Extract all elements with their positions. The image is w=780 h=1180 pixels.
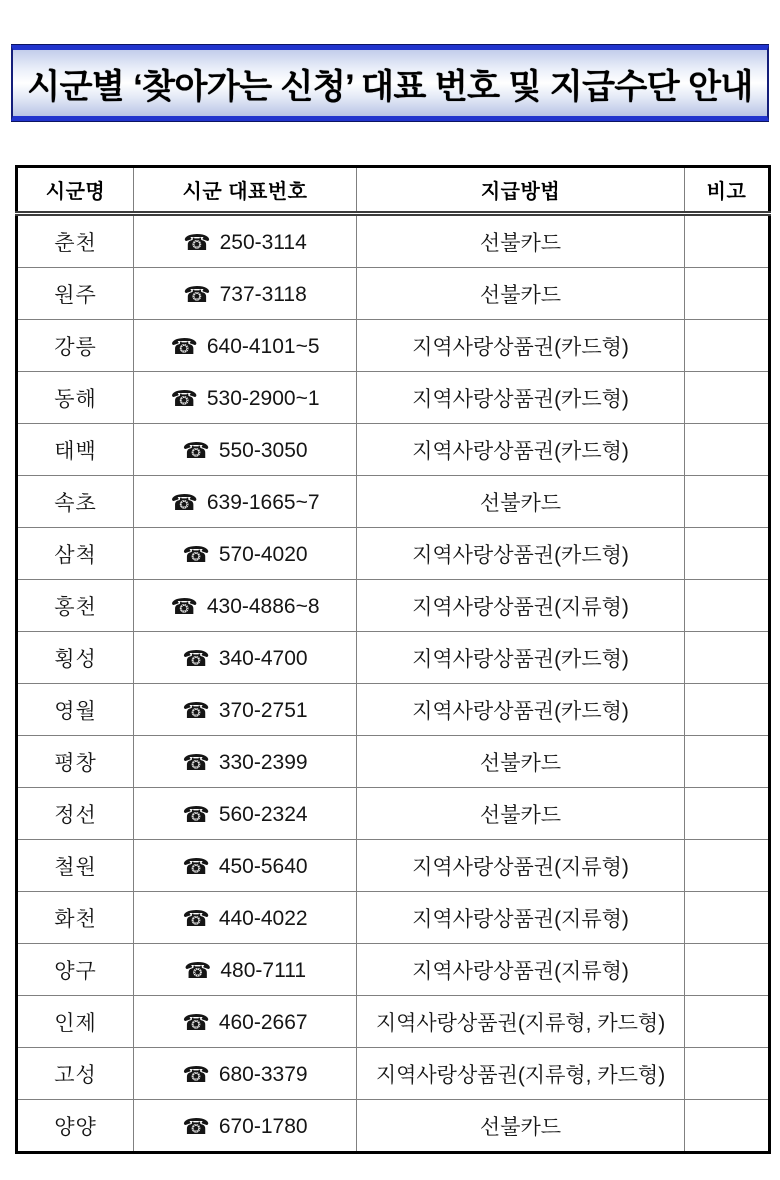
phone-number-cell (134, 528, 357, 580)
payment-method-cell: 지역사랑상품권(카드형) (357, 528, 685, 580)
telephone-icon: ☎ (183, 957, 212, 983)
col-header-phone: 시군 대표번호 (134, 167, 357, 214)
city-name-cell: 고성 (17, 1048, 134, 1100)
payment-method-cell: 지역사랑상품권(카드형) (357, 320, 685, 372)
city-name-cell: 춘천 (17, 214, 134, 268)
city-name-cell: 원주 (17, 268, 134, 320)
payment-method-cell: 선불카드 (357, 214, 685, 268)
payment-method-cell: 지역사랑상품권(카드형) (357, 372, 685, 424)
telephone-icon: ☎ (182, 1061, 210, 1087)
city-name-cell: 홍천 (17, 580, 134, 632)
phone-number-text: 560-2324 (218, 802, 308, 826)
phone-number-cell (134, 736, 357, 788)
table-row (17, 476, 770, 528)
table-header (17, 167, 770, 214)
phone-number-cell (134, 1100, 357, 1153)
telephone-icon: ☎ (182, 437, 210, 463)
city-name-cell: 화천 (17, 892, 134, 944)
note-cell (685, 1100, 770, 1153)
phone-number-cell (134, 1048, 357, 1100)
note-cell (685, 632, 770, 684)
phone-number-text: 639-1665~7 (206, 490, 320, 514)
city-name-cell: 동해 (17, 372, 134, 424)
telephone-icon: ☎ (170, 489, 198, 515)
phone-number-cell (134, 996, 357, 1048)
phone-number-text: 530-2900~1 (206, 386, 320, 410)
contact-table (15, 165, 771, 1154)
payment-method-cell: 선불카드 (357, 788, 685, 840)
city-name-cell: 강릉 (17, 320, 134, 372)
phone-number-text: 670-1780 (218, 1114, 308, 1138)
payment-method-cell: 지역사랑상품권(지류형) (357, 840, 685, 892)
phone-number-text: 737-3118 (219, 282, 307, 306)
city-name-cell: 철원 (17, 840, 134, 892)
note-cell (685, 320, 770, 372)
phone-number-cell (134, 892, 357, 944)
page-title: 시군별 ‘찾아가는 신청’ 대표 번호 및 지급수단 안내 (27, 67, 753, 106)
phone-number-cell (134, 372, 357, 424)
phone-number-cell (134, 944, 357, 996)
telephone-icon: ☎ (183, 281, 211, 307)
phone-number-text: 550-3050 (218, 438, 308, 462)
payment-method-cell: 지역사랑상품권(지류형) (357, 892, 685, 944)
phone-number-cell (134, 632, 357, 684)
phone-number-cell (134, 788, 357, 840)
table-row (17, 632, 770, 684)
payment-method-cell: 지역사랑상품권(지류형, 카드형) (357, 996, 685, 1048)
phone-number-text: 570-4020 (218, 542, 308, 566)
city-name-cell: 삼척 (17, 528, 134, 580)
telephone-icon: ☎ (182, 905, 210, 931)
note-cell (685, 684, 770, 736)
city-name-cell: 평창 (17, 736, 134, 788)
note-cell (685, 372, 770, 424)
note-cell (685, 528, 770, 580)
payment-method-cell: 선불카드 (357, 736, 685, 788)
telephone-icon: ☎ (182, 1009, 210, 1035)
phone-number-cell (134, 214, 357, 268)
phone-number-text: 370-2751 (218, 698, 308, 722)
payment-method-cell: 지역사랑상품권(지류형) (357, 944, 685, 996)
note-cell (685, 788, 770, 840)
note-cell (685, 268, 770, 320)
phone-number-text: 430-4886~8 (206, 594, 320, 618)
table-row (17, 1048, 770, 1100)
note-cell (685, 892, 770, 944)
phone-number-cell (134, 476, 357, 528)
phone-number-text: 440-4022 (218, 906, 308, 930)
note-cell (685, 944, 770, 996)
phone-number-text: 330-2399 (218, 750, 308, 774)
phone-number-text: 250-3114 (219, 230, 307, 254)
table-row (17, 788, 770, 840)
payment-method-cell: 지역사랑상품권(카드형) (357, 424, 685, 476)
city-name-cell: 양구 (17, 944, 134, 996)
phone-number-text: 640-4101~5 (206, 334, 320, 358)
table-row (17, 320, 770, 372)
table-row (17, 944, 770, 996)
phone-number-cell (134, 684, 357, 736)
phone-number-cell (134, 320, 357, 372)
telephone-icon: ☎ (182, 541, 210, 567)
note-cell (685, 424, 770, 476)
table-row (17, 996, 770, 1048)
table-row (17, 214, 770, 268)
payment-method-cell: 선불카드 (357, 476, 685, 528)
payment-method-cell: 지역사랑상품권(지류형, 카드형) (357, 1048, 685, 1100)
note-cell (685, 476, 770, 528)
payment-method-cell: 지역사랑상품권(지류형) (357, 580, 685, 632)
telephone-icon: ☎ (182, 645, 210, 671)
phone-number-cell (134, 268, 357, 320)
city-name-cell: 인제 (17, 996, 134, 1048)
city-name-cell: 정선 (17, 788, 134, 840)
title-banner (11, 45, 769, 121)
payment-method-cell: 선불카드 (357, 268, 685, 320)
col-header-note: 비고 (685, 167, 770, 214)
phone-number-text: 340-4700 (218, 646, 308, 670)
table-row (17, 840, 770, 892)
table-row (17, 684, 770, 736)
table-row (17, 580, 770, 632)
city-name-cell: 영월 (17, 684, 134, 736)
note-cell (685, 736, 770, 788)
payment-method-cell: 선불카드 (357, 1100, 685, 1153)
telephone-icon: ☎ (182, 697, 210, 723)
col-header-method: 지급방법 (357, 167, 685, 214)
table-row (17, 892, 770, 944)
phone-number-cell (134, 580, 357, 632)
table-row (17, 424, 770, 476)
city-name-cell: 속초 (17, 476, 134, 528)
telephone-icon: ☎ (183, 229, 211, 255)
telephone-icon: ☎ (182, 801, 210, 827)
note-cell (685, 580, 770, 632)
phone-number-cell (134, 840, 357, 892)
telephone-icon: ☎ (182, 1113, 210, 1139)
phone-number-text: 460-2667 (218, 1010, 308, 1034)
note-cell (685, 996, 770, 1048)
table-row (17, 736, 770, 788)
telephone-icon: ☎ (182, 853, 210, 879)
col-header-city-name: 시군명 (17, 167, 134, 214)
city-name-cell: 양양 (17, 1100, 134, 1153)
telephone-icon: ☎ (170, 333, 198, 359)
phone-number-cell (134, 424, 357, 476)
table-row (17, 1100, 770, 1153)
table-row (17, 528, 770, 580)
table-body (17, 214, 770, 1153)
city-name-cell: 횡성 (17, 632, 134, 684)
city-name-cell: 태백 (17, 424, 134, 476)
note-cell (685, 840, 770, 892)
telephone-icon: ☎ (182, 749, 210, 775)
payment-method-cell: 지역사랑상품권(카드형) (357, 632, 685, 684)
phone-number-text: 450-5640 (218, 854, 308, 878)
telephone-icon: ☎ (170, 593, 198, 619)
note-cell (685, 214, 770, 268)
table-row (17, 372, 770, 424)
table-row (17, 268, 770, 320)
phone-number-text: 480-7111 (220, 958, 307, 982)
telephone-icon: ☎ (170, 385, 198, 411)
phone-number-text: 680-3379 (218, 1062, 308, 1086)
note-cell (685, 1048, 770, 1100)
payment-method-cell: 지역사랑상품권(카드형) (357, 684, 685, 736)
